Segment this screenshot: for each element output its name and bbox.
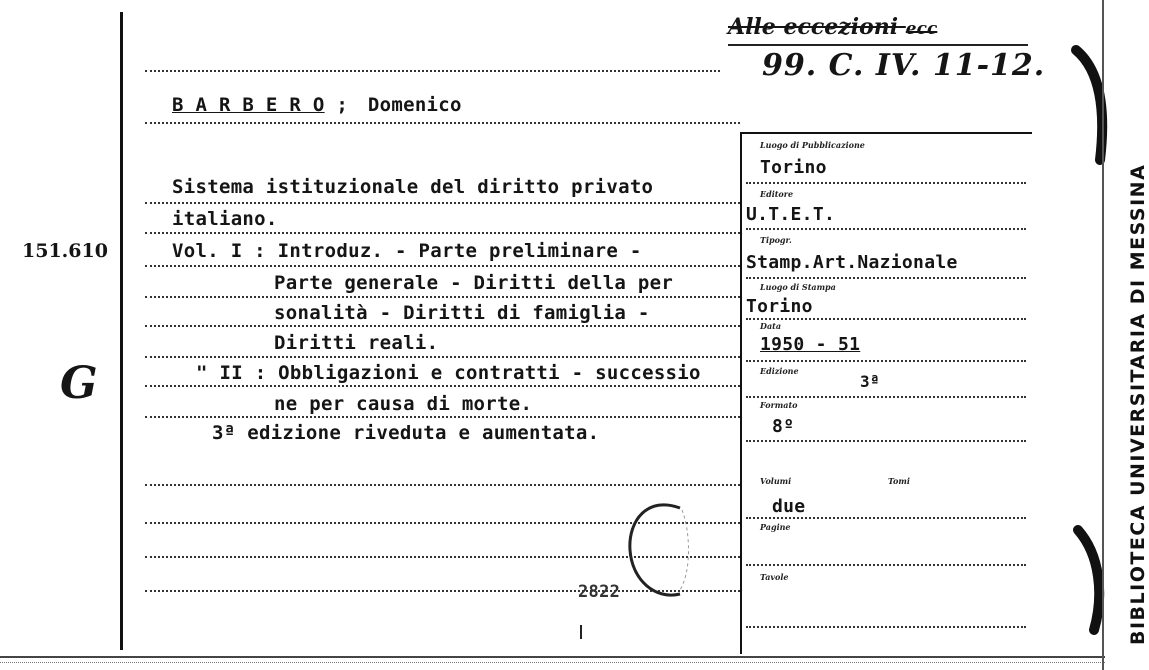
title-line-2: italiano. [172, 208, 278, 230]
rule-line-11 [145, 484, 740, 486]
field-line-7 [746, 440, 1026, 442]
rule-line-6 [145, 296, 740, 298]
label-formato: Formato [760, 400, 798, 410]
title-line-1: Sistema istituzionale del diritto privato [172, 176, 654, 198]
label-data: Data [760, 321, 781, 331]
label-tavole: Tavole [760, 572, 789, 582]
rule-line-2 [145, 122, 740, 124]
punch-mark-top [1070, 40, 1110, 170]
card-right-edge [1102, 0, 1104, 670]
rule-line-1 [145, 70, 720, 72]
field-line-10 [746, 626, 1026, 628]
label-volumi: Volumi [760, 476, 792, 486]
struck-note-suffix: ecc [905, 19, 938, 39]
field-line-9 [746, 564, 1026, 566]
title-line-9: 3ª edizione riveduta e aumentata. [212, 422, 600, 444]
value-edizione: 3ª [860, 372, 880, 391]
author-given-name: Domenico [367, 94, 462, 116]
value-editore: U.T.E.T. [746, 204, 836, 225]
library-stamp: BIBLIOTECA UNIVERSITARIA DI MESSINA [1127, 163, 1149, 645]
field-line-2 [746, 228, 1026, 230]
field-line-5 [746, 360, 1026, 362]
field-line-6 [746, 396, 1026, 398]
title-line-7: " II : Obbligazioni e contratti - successio [196, 362, 701, 384]
author-surname: B A R B E R O [172, 94, 325, 116]
label-edizione: Edizione [760, 366, 799, 376]
rule-line-5 [145, 265, 740, 267]
label-tipografia: Tipogr. [760, 235, 792, 245]
rule-line-9 [145, 385, 740, 387]
field-line-1 [746, 182, 1026, 184]
label-luogo: Luogo di Pubblicazione [760, 140, 865, 150]
title-line-6: Diritti reali. [274, 332, 439, 354]
title-line-5: sonalità - Diritti di famiglia - [274, 302, 650, 324]
field-line-8 [746, 517, 1026, 519]
card-left-rule [120, 12, 123, 650]
label-pagine: Pagine [760, 522, 791, 532]
label-tomi: Tomi [888, 476, 910, 486]
author-separator: ; [336, 94, 349, 116]
value-volumi: due [772, 496, 806, 517]
label-luogo-stampa: Luogo di Stampa [760, 282, 836, 292]
field-line-3 [746, 277, 1026, 279]
stamp-number: 2822 [578, 582, 621, 602]
bottom-tick [580, 625, 582, 639]
rule-line-10 [145, 416, 740, 418]
title-line-4: Parte generale - Diritti della per [274, 272, 674, 294]
handwritten-g: G [60, 358, 98, 409]
punch-mark-bottom [1070, 520, 1110, 640]
field-line-4 [746, 318, 1026, 320]
author-heading [172, 94, 462, 116]
rule-line-7 [145, 325, 740, 327]
title-line-8: ne per causa di morte. [274, 393, 533, 415]
card-bottom-edge-shadow [0, 662, 1105, 663]
shelf-mark: 99. C. IV. 11-12. [762, 48, 1046, 83]
card-bottom-edge [0, 656, 1105, 658]
label-editore: Editore [760, 189, 794, 199]
side-number: 151.610 [22, 240, 108, 262]
value-luogo: Torino [760, 157, 827, 178]
rule-line-3 [145, 202, 740, 204]
title-line-3: Vol. I : Introduz. - Parte preliminare - [172, 240, 642, 262]
note-underline [728, 44, 1028, 46]
value-formato: 8º [772, 416, 795, 437]
faint-circle-mark [610, 490, 710, 610]
rule-line-8 [145, 356, 740, 358]
value-tipografia: Stamp.Art.Nazionale [746, 252, 958, 273]
value-luogo-stampa: Torino [746, 296, 813, 317]
value-data: 1950 - 51 [760, 334, 861, 355]
rule-line-4 [145, 232, 740, 234]
struck-note-text: Alle eccezioni [728, 14, 899, 40]
struck-note [728, 14, 937, 40]
